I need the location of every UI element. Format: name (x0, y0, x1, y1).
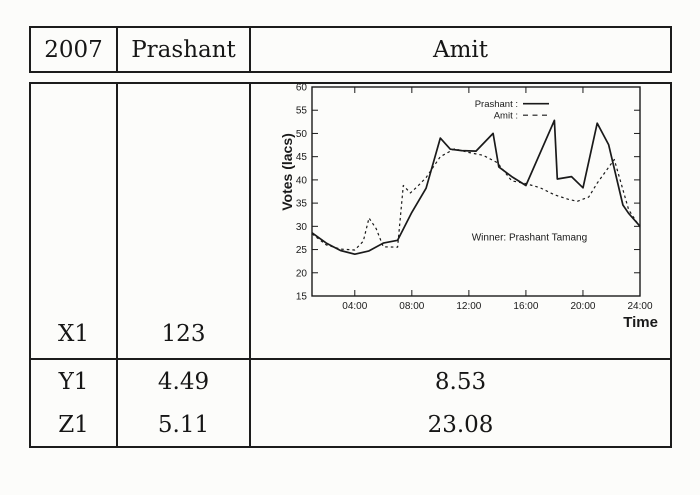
x1-label-cell: X1 (31, 84, 118, 358)
bottom-right-column (251, 360, 670, 446)
y-tick-label: 20 (295, 268, 307, 280)
legend-label: Prashant : (474, 99, 518, 110)
header-row (29, 26, 672, 73)
header-cell-year: 2007 (31, 28, 118, 71)
x-tick-label: 24:00 (627, 301, 653, 312)
x1-value-cell: 123 (118, 84, 251, 358)
x-tick-label: 04:00 (342, 301, 368, 312)
z1-right-value: 23.08 (427, 411, 494, 438)
header-cell-prashant: Prashant (118, 28, 251, 71)
y-tick-label: 40 (295, 175, 307, 187)
bottom-middle-column (118, 360, 251, 446)
z1-middle-value: 5.11 (157, 411, 210, 438)
y1-right-value: 8.53 (434, 368, 487, 395)
x-tick-label: 12:00 (456, 301, 482, 312)
x-tick-label: 20:00 (570, 301, 596, 312)
legend-label: Amit : (493, 110, 518, 122)
y-tick-label: 55 (295, 105, 307, 117)
y1-label: Y1 (58, 368, 89, 395)
y-tick-label: 45 (295, 152, 307, 164)
votes-chart-svg (280, 80, 672, 332)
x-axis-title: Time (623, 314, 658, 331)
y-tick-label: 15 (295, 291, 307, 303)
bottom-label-column (31, 360, 118, 446)
y-tick-label: 35 (295, 198, 307, 210)
votes-line-chart (280, 80, 672, 332)
y1-middle-value: 4.49 (157, 368, 210, 395)
y-tick-label: 25 (295, 245, 307, 257)
y-tick-label: 50 (295, 128, 307, 140)
chart-legend (475, 99, 549, 122)
chart-axes (296, 83, 653, 313)
winner-annotation: Winner: Prashant Tamang (471, 232, 588, 244)
y-axis-title: Votes (lacs) (280, 133, 295, 211)
y-tick-label: 60 (295, 82, 307, 94)
y-tick-label: 30 (295, 221, 307, 233)
z1-label: Z1 (58, 411, 89, 438)
bottom-rows (31, 360, 670, 446)
header-cell-amit: Amit (432, 36, 489, 63)
x-tick-label: 16:00 (513, 301, 539, 312)
x-tick-label: 08:00 (399, 301, 425, 312)
